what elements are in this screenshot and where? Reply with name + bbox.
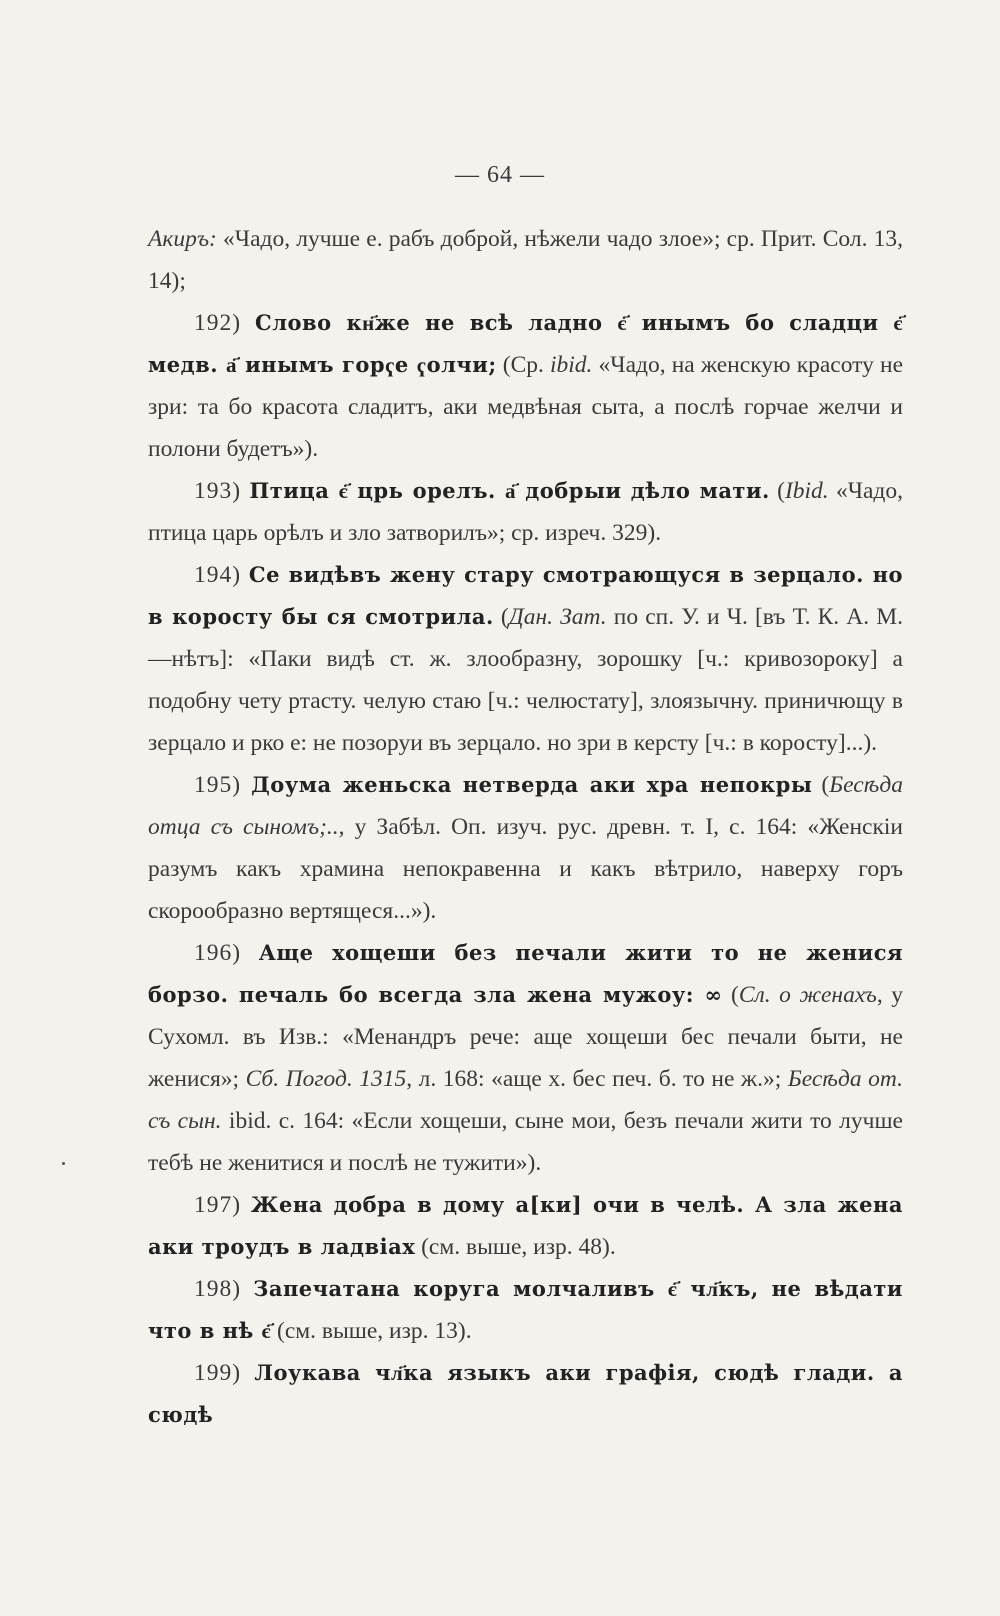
italic-text: Бесѣда от. съ сын. [148,1066,903,1134]
body-text: «Чадо, на женскую красоту не зри: та бо красота сладитъ, аки медвѣная сыта, а послѣ горчае желчи и полони будетъ»). [148,352,904,462]
ink-speck [62,1162,65,1165]
paragraph [148,764,903,932]
entry-number: 192) [194,310,255,336]
page-body [148,218,903,1436]
paragraph [148,554,903,764]
italic-text: Акиръ: [148,226,217,252]
body-text: , л. 168: «аще х. бес печ. б. то не ж.»; [406,1066,788,1092]
entry-number: 193) [194,478,250,504]
old-slavonic-quote: Птица є҃ црь орелъ. а҃ добрыи дѣло мати. [249,478,770,503]
entry-number: 197) [194,1192,251,1218]
italic-text: Дан. Зат. [508,604,607,630]
old-slavonic-quote: Доума женьска нетверда аки хра непокры [251,772,813,797]
body-text: по сп. У. и Ч. [въ Т. К. А. М.—нѣтъ]: «Паки видѣ ст. ж. злообразну, зорошку [ч.: кривозороку] а подобну чету ртасту. челую стаю [ч.: челюстату], злоязычну. приничющу в зерцало и рко е: не позоруи въ зерцало. но зри в керсту [ч.: в коросту]...). [148,604,903,756]
entry-number: 194) [194,562,249,588]
body-text: (Ср. [496,352,550,378]
italic-text: Бесѣда отца съ сыномъ;.. [148,772,903,840]
body-text: , у Забѣл. Оп. изуч. рус. древн. т. I, с. 164: «Женскіи разумъ какъ храмина непокравенна и какъ вѣтрило, наверху горъ скорообразно вертящеся...»). [148,814,903,924]
body-text: ( [722,982,739,1008]
italic-text: ibid. [550,352,593,378]
old-slavonic-quote: Се видѣвъ жену стару смотрающуся в зерцало. но в коросту бы ся смотрила. [148,562,903,629]
entry-number: 195) [194,772,252,798]
paragraph [148,1352,903,1436]
paragraph [148,470,903,554]
italic-text: Сл. о женахъ [738,982,877,1008]
body-text: ( [812,772,830,798]
body-text: ( [493,604,509,630]
paragraph [148,1268,903,1352]
entry-number: 196) [194,940,259,966]
entry-number: 198) [194,1276,254,1302]
body-text: (см. выше, изр. 13). [271,1318,472,1344]
paragraph [148,1184,903,1268]
italic-text: Ibid. [784,478,829,504]
body-text: «Чадо, лучше е. рабъ доброй, нѣжели чадо злое»; ср. Прит. Сол. 13, 14); [148,226,903,294]
old-slavonic-quote: Лоукава чл҃ка языкъ аки графія, сюдѣ глади. а сюдѣ [148,1360,904,1427]
body-text: ( [769,478,785,504]
body-text: (см. выше, изр. 48). [415,1234,616,1260]
paragraph [148,218,903,302]
old-slavonic-quote: Запечатана коруга молчаливъ є҃ чл҃къ, не вѣдати что в нѣ є҃ [148,1276,903,1343]
old-slavonic-quote: Слово кн҃же не всѣ ладно є҃ инымъ бо сладци є҃ медв. а҃ инымъ горҁе ҁолчи; [148,310,903,377]
body-text: ibid. с. 164: «Если хощеши, сыне мои, безъ печали жити то лучше тебѣ не женитися и послѣ не тужити»). [148,1108,903,1176]
entry-number: 199) [194,1360,255,1386]
page-number: — 64 — [455,162,545,188]
old-slavonic-quote: Жена добра в дому а[ки] очи в челѣ. А зла жена аки троудъ в ладвіах [148,1192,903,1259]
old-slavonic-quote: Аще хощеши без печали жити то не женися борзо. печаль бо всегда зла жена мужоу: ∞ [148,940,903,1007]
paragraph [148,932,903,1184]
italic-text: Сб. Погод. 1315 [245,1066,407,1092]
body-text: , у Сухомл. въ Изв.: «Менандръ рече: аще хощеши бес печали быти, не женися»; [148,982,904,1092]
body-text: «Чадо, птица царь орѣлъ и зло затворилъ»; ср. изреч. 329). [148,478,903,546]
paragraph [148,302,903,470]
